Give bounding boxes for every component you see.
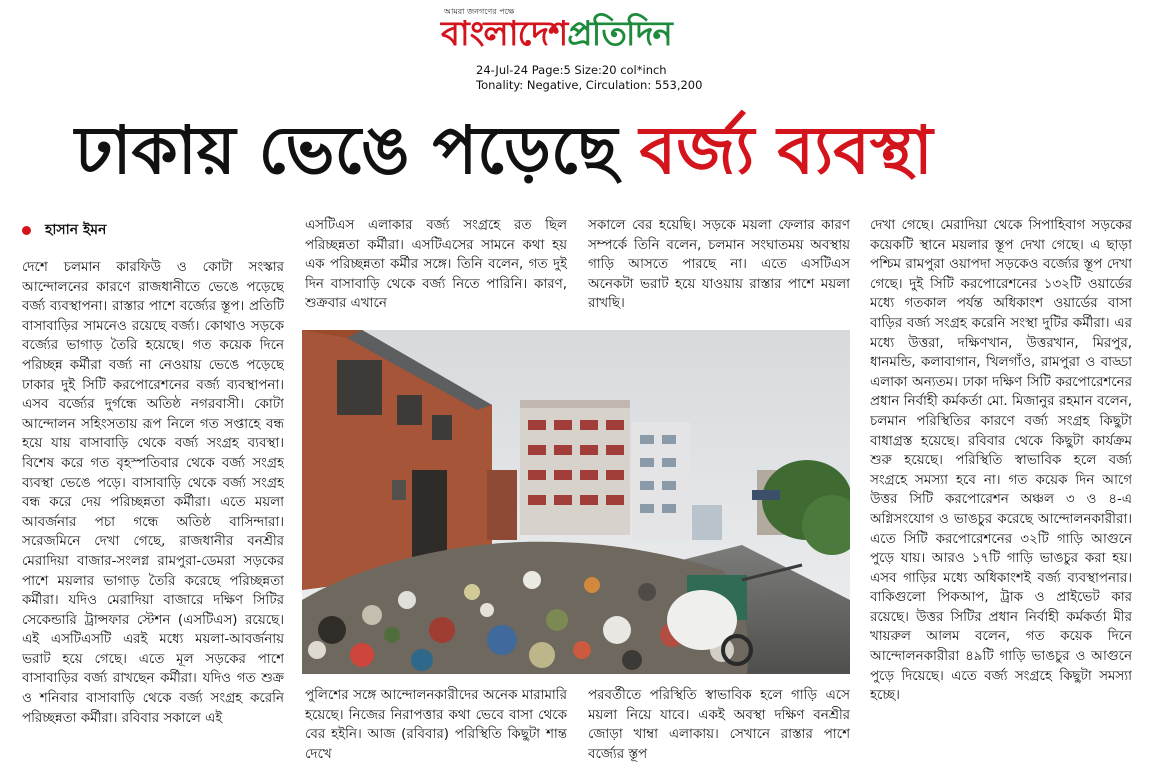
meta-line-1: 24-Jul-24 Page:5 Size:20 col*inch: [476, 63, 667, 77]
byline: [22, 218, 106, 242]
newspaper-logo: [441, 14, 672, 54]
article-headline: [75, 108, 1095, 193]
garbage-street-photo: [302, 330, 850, 674]
logo-part-1: বাংলাদেশ: [441, 14, 568, 54]
article-column-1: [22, 258, 284, 770]
column-4-text: দেখা গেছে। মেরাদিয়া থেকে সিপাহিবাগ সড়কের কয়েকটি স্থানে ময়লার স্তূপ দেখা গেছে। এ ছাড়া পশ্চিম রামপুরা ওয়াপদা সড়কেও বর্জ্যের স্তূপ দেখা গেছে। দুই সিটি করপোরেশনের ১৩২টি ওয়ার্ডের মধ্যে গতকাল পর্যন্ত অধিকাংশ ওয়ার্ডের বাসা বাড়ির বর্জ্য সংগ্রহ করেনি সংস্থা দুটির কর্মীরা। এর মধ্যে উত্তরা, দক্ষিণখান, উত্তরখান, মিরপুর, ধানমন্ডি, কলাবাগান, খিলগাঁও, রামপুরা ও বাড্ডা এলাকা অন্যতম। ঢাকা দক্ষিণ সিটি করপোরেশনের প্রধান নির্বাহী কর্মকর্তা মো. মিজানুর রহমান বলেন, চলমান পরিস্থিতির কারণে বর্জ্য সংগ্রহ কিছুটা বাধাগ্রস্ত হয়েছে। রবিবার থেকে কিছুটা কার্যক্রম শুরু হয়েছে। পরিস্থিতি স্বাভাবিক হলে বর্জ্য সংগ্রহে সমস্যা হবে না। গত কয়েক দিন আগে উত্তর সিটি করপোরেশন অঞ্চল ৩ ও ৪-এ অগ্নিসংযোগ ও ভাঙচুর করেছে আন্দোলনকারীরা। এতে সিটি করপোরেশনের ৩২টি গাড়ি আগুনে পুড়ে যায়। আরও ১৭টি গাড়ি ভাঙচুর করা হয়। এসব গাড়ির মধ্যে অধিকাংশই বর্জ্য ব্যবস্থাপনার। বাকিগুলো পিকআপ, ট্রাক ও প্রাইভেট কার রয়েছে। উত্তর সিটির প্রধান নির্বাহী কর্মকর্তা মীর খায়রুল আলম বলেন, গত কয়েক দিনে আন্দোলনকারীরা ৪৯টি গাড়ি ভাঙচুর ও আগুনে পুড়ে দিয়েছে। এতে বর্জ্য সংগ্রহে কিছুটা সমস্যা হচ্ছে।: [870, 218, 1132, 704]
photo-illustration: [302, 330, 850, 674]
article-column-3-bottom: [588, 686, 850, 772]
column-3-top-text: সকালে বের হয়েছি। সড়কে ময়লা ফেলার কারণ সম্পর্কে তিনি বলেন, চলমান সংঘাতময় অবস্থায় গাড়ি আসতে পারছে না। এতে এসটিএস অনেকটা ভরাট হয়ে যাওয়ায় রাস্তার পাশে ময়লা রাখছি।: [588, 218, 850, 312]
clipping-meta: [476, 63, 702, 93]
column-2-bottom-text: পুলিশের সঙ্গে আন্দোলনকারীদের অনেক মারামারি হয়েছে। নিজের নিরাপত্তার কথা ভেবে বাসা থেকে বের হইনি। আজ (রবিবার) পরিস্থিতি কিছুটা শান্ত দেখে: [305, 688, 567, 762]
headline-part-2: বর্জ্য ব্যবস্থা: [639, 112, 933, 189]
column-1-text: দেশে চলমান কারফিউ ও কোটা সংস্কার আন্দোলনের কারণে রাজধানীতে ভেঙে পড়েছে বর্জ্য ব্যবস্থাপনা। রাস্তার পাশে বর্জ্যের স্তূপ। প্রতিটি বাসাবাড়ির সামনেও রয়েছে বর্জ্য। কোথাও সড়কে বর্জ্যের ভাগাড় তৈরি হয়েছে। গত কয়েক দিনে পরিচ্ছন্ন কর্মীরা বর্জ্য না নেওয়ায় ভেঙে পড়েছে ঢাকার দুই সিটি করপোরেশনের বর্জ্য ব্যবস্থাপনা। এসব বর্জ্যের দুর্গন্ধে অতিষ্ঠ নগরবাসী। কোটা আন্দোলন সহিংসতায় রূপ নিলে গত সপ্তাহে বন্ধ হয়ে যায় বাসাবাড়ি থেকে বর্জ্য সংগ্রহ ব্যবস্থা। বিশেষ করে গত বৃহস্পতিবার থেকে বর্জ্য সংগ্রহ ব্যবস্থা ভেঙে পড়ে। বাসাবাড়ি থেকে বর্জ্য সংগ্রহ বন্ধ করে দেয় পরিচ্ছন্নতা কর্মীরা। এতে ময়লা আবর্জনার পচা গন্ধে অতিষ্ঠ বাসিন্দারা। সরেজমিনে দেখা গেছে, রাজধানীর বনশ্রীর মেরাদিয়া বাজার-সংলগ্ন রামপুরা-ডেমরা সড়কের পাশে ময়লার ভাগাড় তৈরি করেছে পরিচ্ছন্নতা কর্মীরা। যদিও মেরাদিয়া বাজারে দক্ষিণ সিটির সেকেন্ডারি ট্রান্সফার স্টেশন (এসটিএস) রয়েছে। এই এসটিএসটি এরই মধ্যে ময়লা-আবর্জনায় ভরাট হয়ে গেছে। এতে মূল সড়কের পাশে বাসাবাড়ির বর্জ্য রাখছেন কর্মীরা। যদিও গত শুক্র ও শনিবার বাসাবাড়ি থেকে বর্জ্য সংগ্রহ করেনি পরিচ্ছন্নতা কর্মীরা। রবিবার সকালে এই: [22, 260, 284, 726]
masthead-tagline: আমরা জনগণের পক্ষে: [444, 7, 515, 16]
column-3-bottom-text: পরবর্তীতে পরিস্থিতি স্বাভাবিক হলে গাড়ি এসে ময়লা নিয়ে যাবে। একই অবস্থা দক্ষিণ বনশ্রীর জোড়া খাম্বা এলাকায়। সেখানে রাস্তার পাশে বর্জ্যের স্তূপ: [588, 688, 850, 762]
bullet-icon: [22, 226, 31, 235]
article-column-2-bottom: [305, 686, 567, 772]
headline-part-1: ঢাকায় ভেঙে পড়েছে: [75, 112, 618, 189]
logo-part-2: প্রতিদিন: [567, 14, 672, 54]
meta-line-2: Tonality: Negative, Circulation: 553,200: [476, 78, 703, 92]
author-name: হাসান ইমন: [45, 222, 107, 238]
column-2-top-text: এসটিএস এলাকার বর্জ্য সংগ্রহে রত ছিল পরিচ্ছন্নতা কর্মীরা। এসটিএসের সামনে কথা হয় এক পরিচ্ছন্নতা কর্মীর সঙ্গে। তিনি বলেন, গত দুই দিন বাসাবাড়ি থেকে বর্জ্য নিতে পারিনি। কারণ, শুক্রবার এখানে: [305, 218, 567, 312]
article-column-2-top: [305, 216, 567, 316]
article-column-4: [870, 216, 1132, 771]
article-column-3-top: [588, 216, 850, 316]
